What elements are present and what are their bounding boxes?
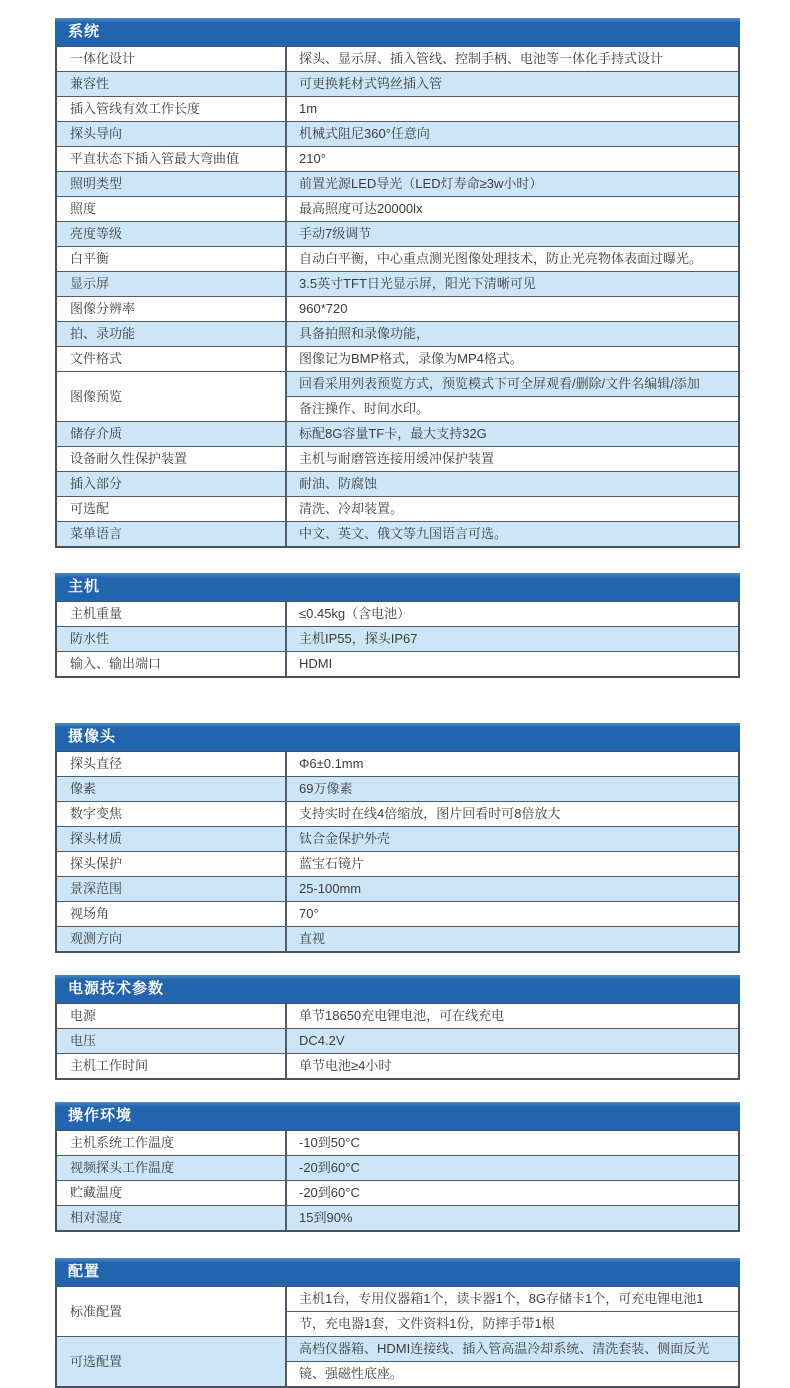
spec-label: 探头保护 bbox=[57, 852, 287, 876]
spec-label: 插入部分 bbox=[57, 472, 287, 496]
section-power bbox=[55, 975, 740, 1080]
spec-value: 960*720 bbox=[299, 301, 348, 316]
spec-value: 前置光源LED导光（LED灯寿命≥3w小时） bbox=[299, 176, 543, 191]
spec-value: 15到90% bbox=[299, 1210, 353, 1225]
section-environment-table bbox=[55, 1130, 740, 1232]
spec-value: 蓝宝石镜片 bbox=[299, 856, 365, 871]
spec-value: 最高照度可达20000lx bbox=[299, 201, 423, 216]
section-title-system: 系统 bbox=[55, 18, 740, 46]
spec-label: 图像预览 bbox=[57, 372, 287, 421]
spec-label: 防水性 bbox=[57, 627, 287, 651]
section-environment bbox=[55, 1102, 740, 1232]
spec-label: 可选配置 bbox=[57, 1337, 287, 1386]
spec-row bbox=[57, 651, 738, 676]
spec-value: 手动7级调节 bbox=[299, 226, 372, 241]
spec-label: 主机工作时间 bbox=[57, 1054, 287, 1078]
spec-label: 观测方向 bbox=[57, 927, 287, 951]
spec-row bbox=[57, 752, 738, 776]
spec-label: 主机系统工作温度 bbox=[57, 1131, 287, 1155]
spec-row bbox=[57, 121, 738, 146]
spec-value: -20到60°C bbox=[299, 1160, 360, 1175]
spec-value: -20到60°C bbox=[299, 1185, 360, 1200]
spec-row-double bbox=[57, 371, 738, 421]
spec-label: 探头材质 bbox=[57, 827, 287, 851]
spec-row bbox=[57, 776, 738, 801]
spec-label: 标准配置 bbox=[57, 1287, 287, 1336]
spec-label: 电压 bbox=[57, 1029, 287, 1053]
spec-row bbox=[57, 1205, 738, 1230]
spec-row bbox=[57, 1053, 738, 1078]
spec-row bbox=[57, 602, 738, 626]
spec-value: 清洗、冷却装置。 bbox=[299, 501, 404, 516]
spec-value-line: 主机1台，专用仪器箱1个，读卡器1个，8G存储卡1个，可充电锂电池1 bbox=[299, 1291, 704, 1306]
spec-value: -10到50°C bbox=[299, 1135, 360, 1150]
spec-value: Φ6±0.1mm bbox=[299, 756, 364, 771]
spec-value: 探头、显示屏、插入管线、控制手柄、电池等一体化手持式设计 bbox=[299, 51, 664, 66]
spec-value-group bbox=[287, 1287, 738, 1336]
spec-row-double bbox=[57, 1336, 738, 1386]
spec-row-double bbox=[57, 1287, 738, 1336]
spec-label: 电源 bbox=[57, 1004, 287, 1028]
spec-row bbox=[57, 901, 738, 926]
spec-label: 一体化设计 bbox=[57, 47, 287, 71]
spec-label: 像素 bbox=[57, 777, 287, 801]
spec-value: 机械式阻尼360°任意向 bbox=[299, 126, 430, 141]
spec-row bbox=[57, 146, 738, 171]
spec-value: 标配8G容量TF卡，最大支持32G bbox=[299, 426, 487, 441]
spec-label: 视场角 bbox=[57, 902, 287, 926]
spec-value: 210° bbox=[299, 151, 326, 166]
spec-row bbox=[57, 496, 738, 521]
spec-value: 70° bbox=[299, 906, 319, 921]
spec-label: 贮藏温度 bbox=[57, 1181, 287, 1205]
spec-label: 文件格式 bbox=[57, 347, 287, 371]
spec-value: 中文、英文、俄文等九国语言可选。 bbox=[299, 526, 508, 541]
spec-row bbox=[57, 521, 738, 546]
spec-value: 69万像素 bbox=[299, 781, 353, 796]
spec-value: 直视 bbox=[299, 931, 326, 946]
spec-value-line: 镜、强磁性底座。 bbox=[287, 1361, 738, 1386]
section-system-table bbox=[55, 46, 740, 548]
spec-label: 平直状态下插入管最大弯曲值 bbox=[57, 147, 287, 171]
spec-label: 图像分辨率 bbox=[57, 297, 287, 321]
spec-row bbox=[57, 421, 738, 446]
spec-row bbox=[57, 221, 738, 246]
spec-label: 设备耐久性保护装置 bbox=[57, 447, 287, 471]
spec-label: 输入、输出端口 bbox=[57, 652, 287, 676]
section-title-power: 电源技术参数 bbox=[55, 975, 740, 1003]
spec-row bbox=[57, 1028, 738, 1053]
spec-value: 主机与耐磨管连接用缓冲保护装置 bbox=[299, 451, 495, 466]
section-camera-table bbox=[55, 751, 740, 953]
spec-label: 亮度等级 bbox=[57, 222, 287, 246]
spec-value: 主机IP55，探头IP67 bbox=[299, 631, 418, 646]
spec-row bbox=[57, 47, 738, 71]
spec-label: 拍、录功能 bbox=[57, 322, 287, 346]
spec-label: 显示屏 bbox=[57, 272, 287, 296]
spec-row bbox=[57, 1004, 738, 1028]
spec-row bbox=[57, 271, 738, 296]
spec-row bbox=[57, 171, 738, 196]
spec-row bbox=[57, 446, 738, 471]
spec-row bbox=[57, 876, 738, 901]
spec-label: 主机重量 bbox=[57, 602, 287, 626]
section-title-environment: 操作环境 bbox=[55, 1102, 740, 1130]
section-camera bbox=[55, 723, 740, 953]
spec-row bbox=[57, 1180, 738, 1205]
spec-value: 单节电池≥4小时 bbox=[299, 1058, 392, 1073]
spec-row bbox=[57, 801, 738, 826]
spec-value: 1m bbox=[299, 101, 318, 116]
spec-row bbox=[57, 471, 738, 496]
spec-row bbox=[57, 296, 738, 321]
spec-row bbox=[57, 926, 738, 951]
spec-value-line: 节，充电器1套，文件资料1份，防摔手带1根 bbox=[287, 1311, 738, 1336]
spec-value: 支持实时在线4倍缩放，图片回看时可8倍放大 bbox=[299, 806, 561, 821]
spec-label: 景深范围 bbox=[57, 877, 287, 901]
spec-label: 插入管线有效工作长度 bbox=[57, 97, 287, 121]
spec-row bbox=[57, 321, 738, 346]
spec-label: 探头导向 bbox=[57, 122, 287, 146]
spec-label: 白平衡 bbox=[57, 247, 287, 271]
spec-row bbox=[57, 246, 738, 271]
spec-label: 可选配 bbox=[57, 497, 287, 521]
spec-label: 兼容性 bbox=[57, 72, 287, 96]
spec-value-line: 回看采用列表预览方式，预览模式下可全屏观看/删除/文件名编辑/添加 bbox=[287, 372, 738, 396]
spec-value: DC4.2V bbox=[299, 1033, 345, 1048]
section-configuration bbox=[55, 1258, 740, 1388]
spec-value: 具备拍照和录像功能， bbox=[299, 326, 430, 341]
spec-sheet bbox=[55, 18, 740, 1388]
spec-label: 菜单语言 bbox=[57, 522, 287, 546]
spec-label: 视频探头工作温度 bbox=[57, 1156, 287, 1180]
spec-value: HDMI bbox=[299, 656, 333, 671]
spec-row bbox=[57, 851, 738, 876]
spec-label: 探头直径 bbox=[57, 752, 287, 776]
spec-value: 自动白平衡，中心重点测光图像处理技术，防止光亮物体表面过曝光。 bbox=[299, 251, 703, 266]
section-power-table bbox=[55, 1003, 740, 1080]
spec-row bbox=[57, 1131, 738, 1155]
spec-value-line: 备注操作、时间水印。 bbox=[287, 396, 738, 421]
spec-row bbox=[57, 96, 738, 121]
spec-value: ≤0.45kg（含电池） bbox=[299, 606, 411, 621]
spec-value: 可更换耗材式钨丝插入管 bbox=[299, 76, 443, 91]
section-title-configuration: 配置 bbox=[55, 1258, 740, 1286]
spec-label: 储存介质 bbox=[57, 422, 287, 446]
spec-value: 图像记为BMP格式，录像为MP4格式。 bbox=[299, 351, 523, 366]
spec-value-line: 高档仪器箱、HDMI连接线、插入管高温冷却系统、清洗套装、侧面反光 bbox=[287, 1337, 738, 1361]
spec-row bbox=[57, 626, 738, 651]
spec-value: 25-100mm bbox=[299, 881, 362, 896]
spec-row bbox=[57, 196, 738, 221]
spec-label: 照度 bbox=[57, 197, 287, 221]
section-title-main-unit: 主机 bbox=[55, 573, 740, 601]
spec-value: 单节18650充电锂电池，可在线充电 bbox=[299, 1008, 505, 1023]
spec-value: 钛合金保护外壳 bbox=[299, 831, 391, 846]
spec-value: 耐油、防腐蚀 bbox=[299, 476, 378, 491]
spec-label: 照明类型 bbox=[57, 172, 287, 196]
spec-row bbox=[57, 1155, 738, 1180]
spec-label: 相对湿度 bbox=[57, 1206, 287, 1230]
section-system bbox=[55, 18, 740, 548]
spec-label: 数字变焦 bbox=[57, 802, 287, 826]
spec-value-group bbox=[287, 1337, 738, 1386]
spec-row bbox=[57, 346, 738, 371]
spec-row bbox=[57, 71, 738, 96]
section-main-unit-table bbox=[55, 601, 740, 678]
section-title-camera: 摄像头 bbox=[55, 723, 740, 751]
spec-row bbox=[57, 826, 738, 851]
spec-value-group bbox=[287, 372, 738, 421]
spec-value: 3.5英寸TFT日光显示屏，阳光下清晰可见 bbox=[299, 276, 536, 291]
section-main-unit bbox=[55, 573, 740, 678]
